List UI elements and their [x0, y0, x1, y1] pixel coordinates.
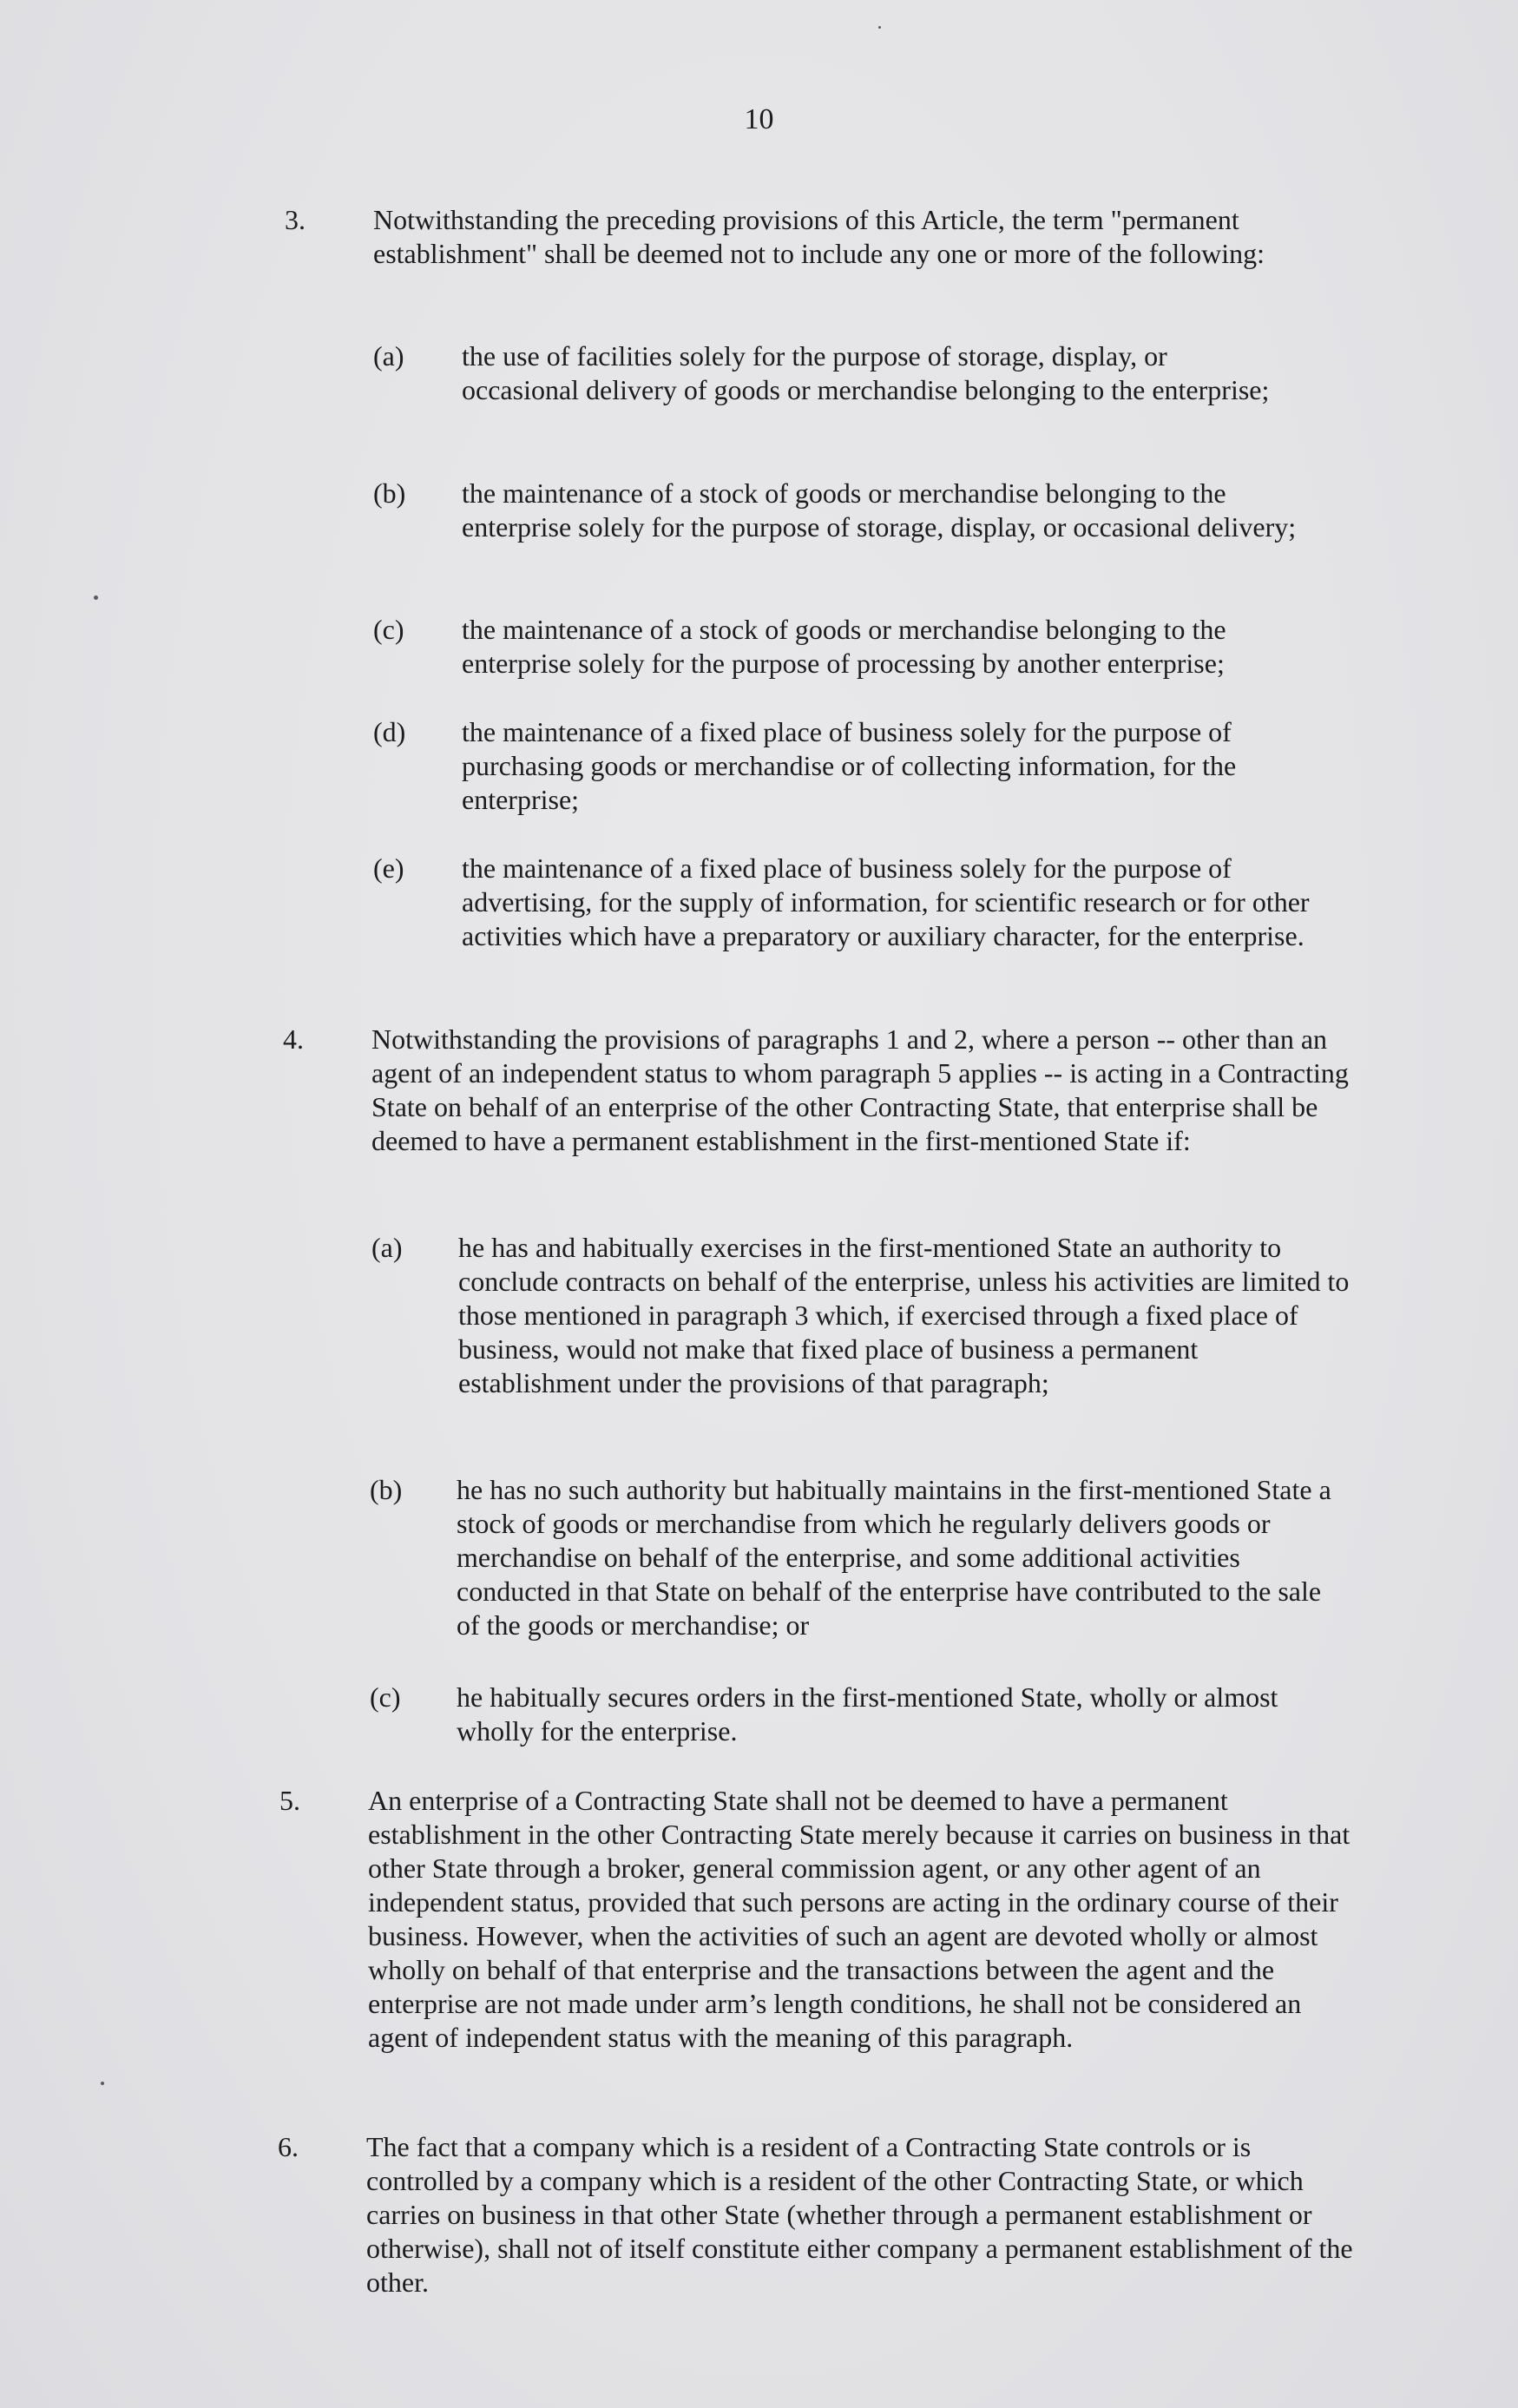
paragraph-number: 6. [278, 2131, 299, 2162]
scan-speck [94, 595, 98, 600]
item-text: the maintenance of a fixed place of business solely for the purpose of purchasing goods or merchandise or of collecting information, for the enterprise; [462, 716, 1237, 815]
item-label: (a) [373, 340, 404, 372]
item-text: the use of facilities solely for the purpose of storage, display, or occasional delivery of goods or merchandise belonging to the enterprise; [462, 340, 1270, 405]
item-text: the maintenance of a fixed place of business solely for the purpose of advertising, for the supply of information, for scientific research or for other activities which have a preparatory or auxiliary character, for the enterprise. [462, 852, 1310, 951]
item-label: (b) [370, 1474, 403, 1505]
item-text: he has no such authority but habitually maintains in the first-mentioned State a stock of goods or merchandise from which he regularly delivers goods or merchandise on behalf of the enterprise, and some additional activities conducted in that State on behalf of the enterprise have contributed to the sale of the goods or merchandise; or [457, 1474, 1331, 1641]
page-number: 10 [744, 103, 774, 135]
scan-speck [878, 26, 881, 29]
item-label: (a) [371, 1232, 403, 1263]
item-text: he habitually secures orders in the first-mentioned State, wholly or almost wholly for the enterprise. [457, 1681, 1278, 1747]
item-text: the maintenance of a stock of goods or merchandise belonging to the enterprise solely for the purpose of processing by another enterprise; [462, 614, 1226, 679]
item-label: (b) [373, 477, 406, 509]
item-label: (d) [373, 716, 406, 747]
paragraph-number: 5. [279, 1785, 300, 1816]
scan-speck [101, 2082, 104, 2085]
item-text: he has and habitually exercises in the first-mentioned State an authority to conclude contracts on behalf of the enterprise, unless his activities are limited to those mentioned in paragraph 3 which, if exercised through a fixed place of business, would not make that fixed place of business a permanent establishment under the provisions of that paragraph; [458, 1232, 1350, 1398]
paragraph-text: Notwithstanding the provisions of paragraphs 1 and 2, where a person -- other than an agent of an independent status to whom paragraph 5 applies -- is acting in a Contracting State on behalf of an enterprise of the other Contracting State, that enterprise shall be deemed to have a permanent establishment in the first-mentioned State if: [371, 1023, 1349, 1156]
paragraph-text: The fact that a company which is a resident of a Contracting State controls or is controlled by a company which is a resident of the other Contracting State, or which carries on business in that other State (whether through a permanent establishment or otherwise), shall not of itself constitute either company a permanent establishment of the other. [366, 2131, 1353, 2298]
item-label: (e) [373, 852, 404, 884]
paragraph-text: An enterprise of a Contracting State shall not be deemed to have a permanent establishment in the other Contracting State merely because it carries on business in that other State through a broker, general commission agent, or any other agent of an independent status, provided that such persons are acting in the ordinary course of their business. However, when the activities of such an agent are devoted wholly or almost wholly on behalf of that enterprise and the transactions between the agent and the enterprise are not made under arm’s length conditions, he shall not be considered an agent of independent status with the meaning of this paragraph. [368, 1785, 1350, 2053]
paragraph-number: 4. [283, 1023, 304, 1055]
item-text: the maintenance of a stock of goods or merchandise belonging to the enterprise solely for the purpose of storage, display, or occasional delivery; [462, 477, 1297, 543]
paragraph-number: 3. [285, 204, 306, 235]
item-label: (c) [370, 1681, 401, 1713]
item-label: (c) [373, 614, 404, 645]
paragraph-text: Notwithstanding the preceding provisions of this Article, the term "permanent establishment" shall be deemed not to include any one or more of the following: [373, 204, 1265, 269]
